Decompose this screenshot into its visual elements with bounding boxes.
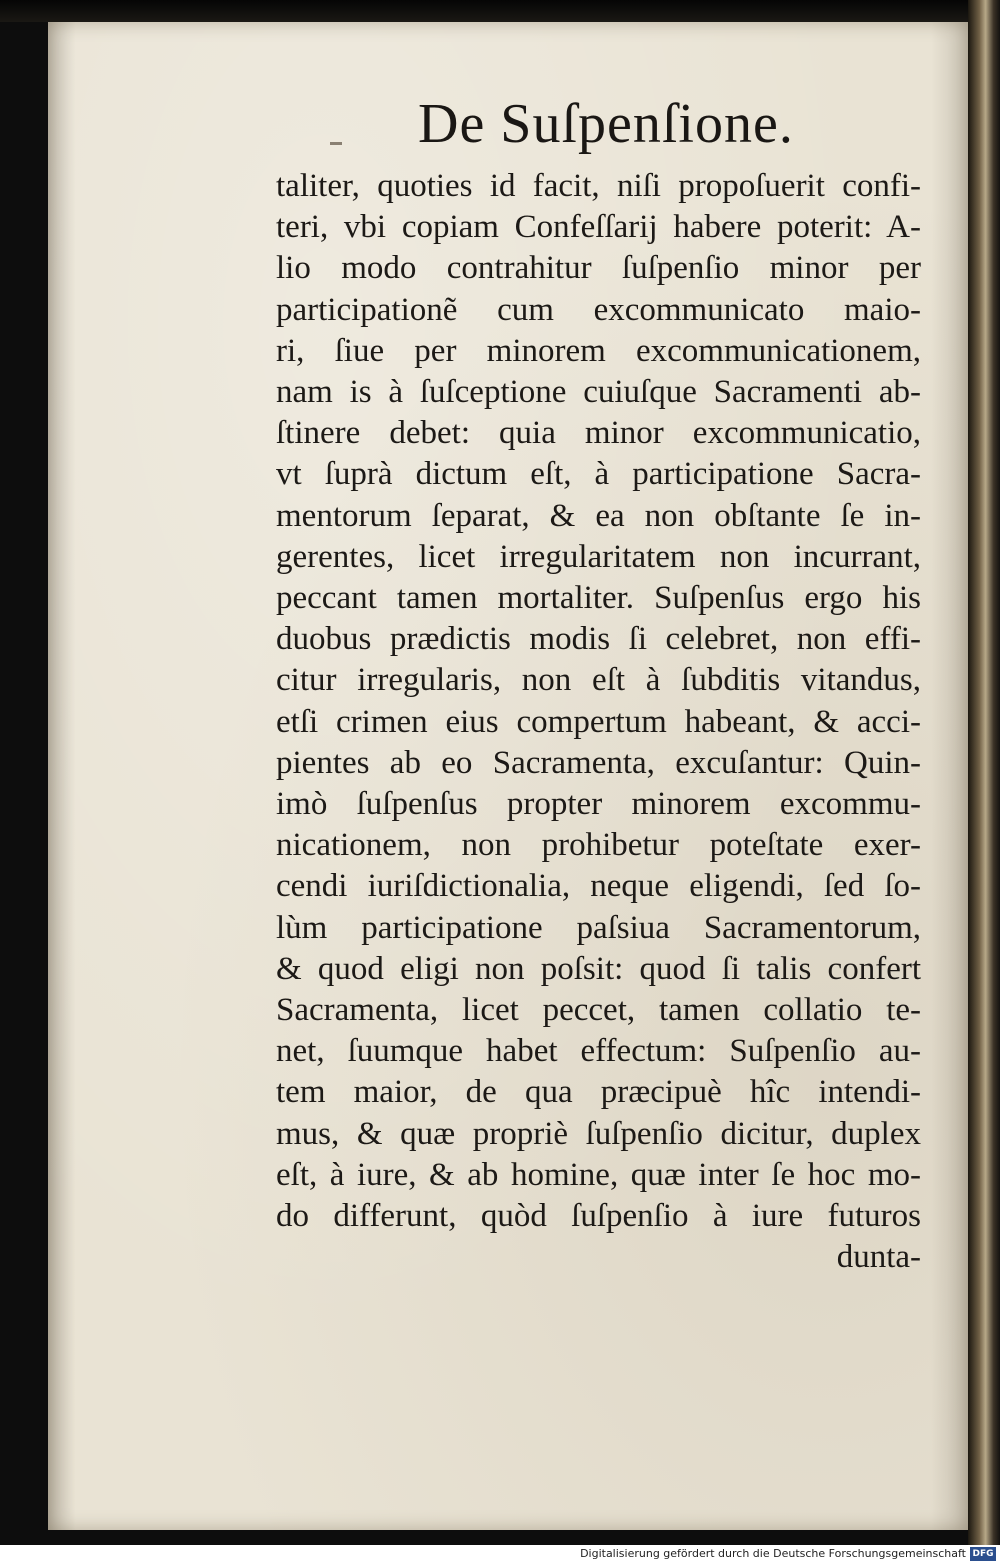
text-line: etſi crimen eius compertum habeant, & acci- [276, 703, 921, 740]
text-line: mentorum ſeparat, & ea non obſtante ſe in- [276, 497, 921, 534]
text-line: teri, vbi copiam Confeſſarij habere poterit: A- [276, 209, 921, 246]
text-line: pientes ab eo Sacramenta, excuſantur: Quin- [276, 744, 921, 781]
body-text [276, 166, 921, 1278]
text-line: eſt, à iure, & ab homine, quæ inter ſe hoc mo- [276, 1156, 921, 1193]
text-line: taliter, quoties id facit, niſi propoſuerit confi- [276, 168, 921, 204]
text-line: dunta- [836, 1239, 921, 1276]
funding-credit: Digitalisierung gefördert durch die Deutsche Forschungsgemeinschaft [580, 1547, 966, 1560]
text-line: lùm participatione paſsiua Sacramentorum, [276, 909, 921, 946]
text-line: participationẽ cum excommunicato maio- [276, 291, 921, 328]
text-line: Sacramenta, licet peccet, tamen collatio te- [276, 992, 921, 1029]
dfg-logo: DFG [970, 1547, 996, 1561]
text-line: lio modo contrahitur ſuſpenſio minor per [276, 250, 921, 287]
text-line: net, ſuumque habet effectum: Suſpenſio au- [276, 1033, 921, 1070]
book-right-edge [968, 0, 1000, 1545]
text-line: ri, ſiue per minorem excommunicationem, [276, 332, 921, 369]
text-line: & quod eligi non poſsit: quod ſi talis confert [276, 950, 921, 987]
page-header: De Suſpenſione. [418, 93, 794, 155]
text-line: nam is à ſuſceptione cuiuſque Sacramenti ab- [276, 374, 921, 411]
text-line: do differunt, quòd ſuſpenſio à iure futuros [276, 1198, 921, 1235]
text-line: imò ſuſpenſus propter minorem excommu- [276, 786, 921, 823]
text-line: cendi iuriſdictionalia, neque eligendi, ſed ſo- [276, 868, 921, 905]
book-top-edge [0, 0, 1000, 22]
text-line: ſtinere debet: quia minor excommunicatio, [276, 415, 921, 452]
text-line: vt ſuprà dictum eſt, à participatione Sacra- [276, 456, 921, 493]
text-line: duobus prædictis modis ſi celebret, non effi- [276, 621, 921, 658]
ink-mark [330, 142, 342, 145]
text-line: mus, & quæ propriè ſuſpenſio dicitur, duplex [276, 1115, 921, 1152]
text-line: gerentes, licet irregularitatem non incurrant, [276, 538, 921, 575]
text-line: tem maior, de qua præcipuè hîc intendi- [276, 1074, 921, 1111]
text-line: citur irregularis, non eſt à ſubditis vitandus, [276, 662, 921, 699]
text-line: peccant tamen mortaliter. Suſpenſus ergo his [276, 580, 921, 617]
text-line: nicationem, non prohibetur poteſtate exer- [276, 827, 921, 864]
